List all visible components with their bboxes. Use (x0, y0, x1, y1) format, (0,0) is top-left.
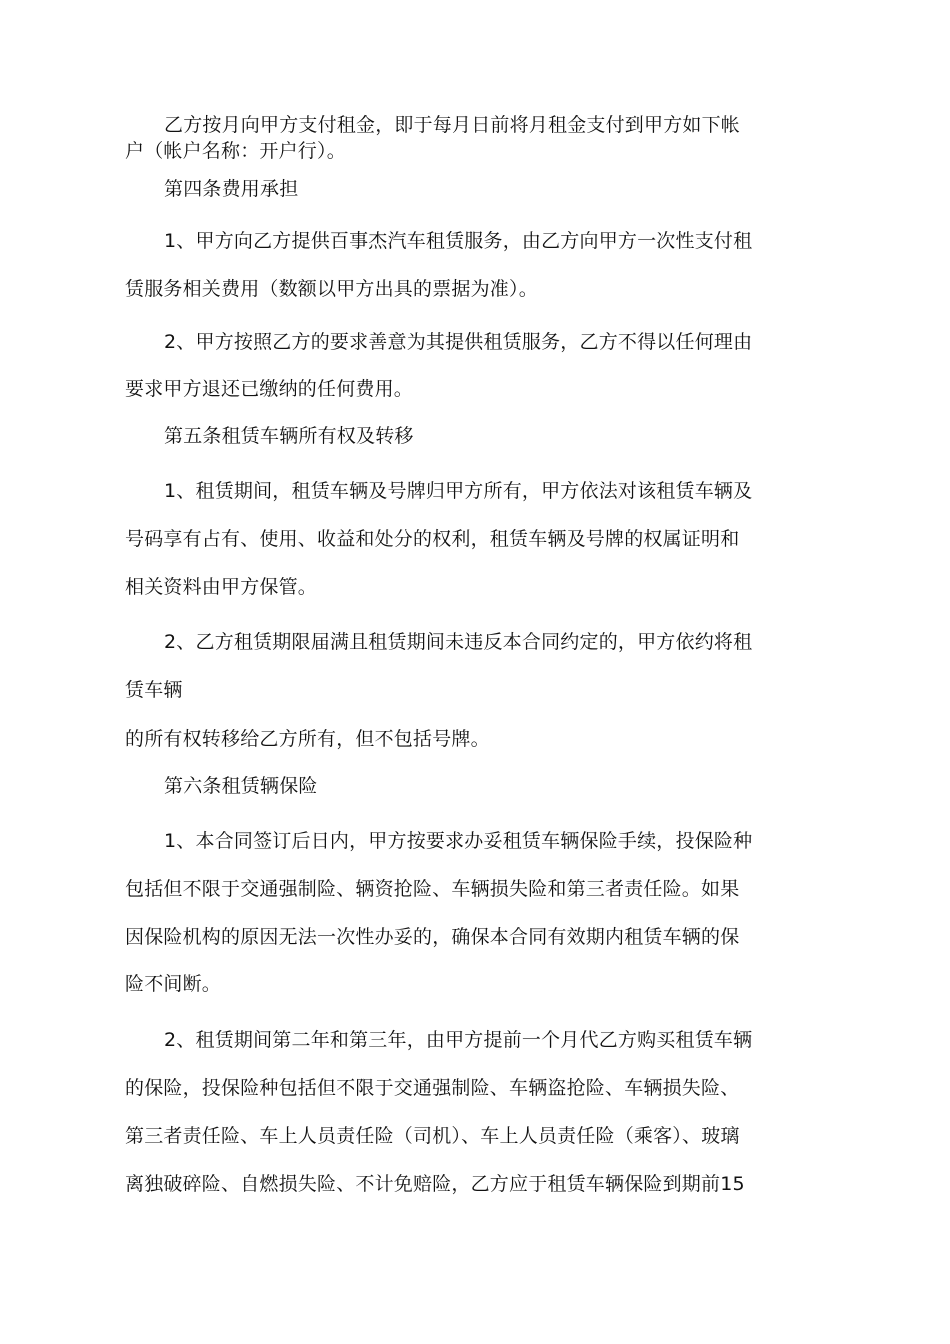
paragraph-line: 号码享有占有、使用、收益和处分的权利，租赁车辆及号牌的权属证明和 (125, 528, 740, 550)
paragraph-line: 2、租赁期间第二年和第三年，由甲方提前一个月代乙方购买租赁车辆 (164, 1029, 753, 1051)
paragraph-line: 第三者责任险、车上人员责任险（司机）、车上人员责任险（乘客）、玻璃 (125, 1125, 740, 1147)
paragraph-line: 1、甲方向乙方提供百事杰汽车租赁服务，由乙方向甲方一次性支付租 (164, 230, 753, 252)
paragraph-line: 因保险机构的原因无法一次性办妥的，确保本合同有效期内租赁车辆的保 (125, 926, 740, 948)
paragraph-line: 户（帐户名称：开户行）。 (125, 140, 346, 162)
paragraph-line: 2、乙方租赁期限届满且租赁期间未违反本合同约定的，甲方依约将租 (164, 631, 753, 653)
paragraph-line: 包括但不限于交通强制险、辆资抢险、车辆损失险和第三者责任险。如果 (125, 878, 740, 900)
paragraph-line: 乙方按月向甲方支付租金，即于每月日前将月租金支付到甲方如下帐 (164, 114, 741, 136)
paragraph-line: 相关资料由甲方保管。 (125, 576, 318, 598)
paragraph-line: 险不间断。 (125, 973, 222, 995)
section-heading: 第五条租赁车辆所有权及转移 (164, 425, 414, 447)
paragraph-line: 的所有权转移给乙方所有，但不包括号牌。 (125, 728, 490, 750)
paragraph-line: 1、本合同签订后日内，甲方按要求办妥租赁车辆保险手续，投保险种 (164, 830, 753, 852)
paragraph-line: 赁服务相关费用（数额以甲方出具的票据为准）。 (125, 278, 538, 300)
section-heading: 第四条费用承担 (164, 178, 299, 200)
paragraph-line: 要求甲方退还已缴纳的任何费用。 (125, 378, 414, 400)
paragraph-line: 2、甲方按照乙方的要求善意为其提供租赁服务，乙方不得以任何理由 (164, 331, 753, 353)
paragraph-line: 1、租赁期间，租赁车辆及号牌归甲方所有，甲方依法对该租赁车辆及 (164, 480, 753, 502)
paragraph-line: 赁车辆 (125, 679, 183, 701)
paragraph-line: 离独破碎险、自燃损失险、不计免赔险，乙方应于租赁车辆保险到期前15 (125, 1173, 745, 1195)
section-heading: 第六条租赁辆保险 (164, 775, 318, 797)
paragraph-line: 的保险，投保险种包括但不限于交通强制险、车辆盗抢险、车辆损失险、 (125, 1077, 740, 1099)
